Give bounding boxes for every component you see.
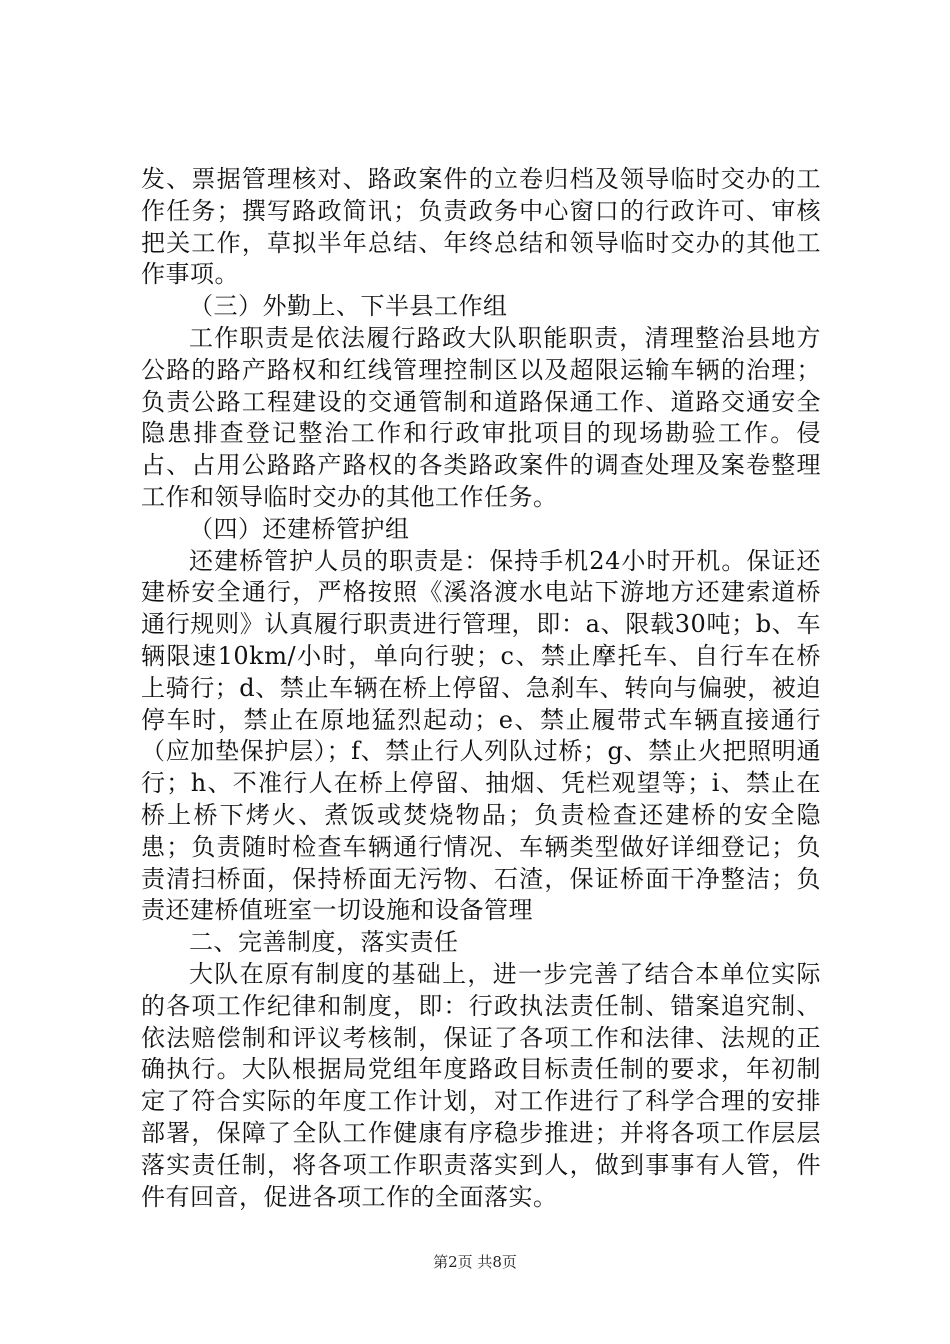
- paragraph-rules: 大队在原有制度的基础上，进一步完善了结合本单位实际的各项工作纪律和制度，即：行政执法责任制、错案追究制、依法赔偿制和评议考核制，保证了各项工作和法律、法规的正确执行。大队根据局党组年度路政目标责任制的要求，年初制定了符合实际的年度工作计划，对工作进行了科学合理的安排部署，保障了全队工作健康有序稳步推进；并将各项工作层层落实责任制，将各项工作职责落实到人，做到事事有人管，件件有回音，促进各项工作的全面落实。: [141, 959, 821, 1211]
- paragraph-field-team-duties: 工作职责是依法履行路政大队职能职责，清理整治县地方公路的路产路权和红线管理控制区以及超限运输车辆的治理；负责公路工程建设的交通管制和道路保通工作、道路交通安全隐患排查登记整治工作和行政审批项目的现场勘验工作。侵占、占用公路路产路权的各类路政案件的调查处理及案卷整理工作和领导临时交办的其他工作任务。: [141, 323, 821, 511]
- page-number-footer: 第2页 共8页: [433, 1253, 517, 1271]
- paragraph-continuation: 发、票据管理核对、路政案件的立卷归档及领导临时交办的工作任务；撰写路政简讯；负责政务中心窗口的行政许可、审核把关工作，草拟半年总结、年终总结和领导临时交办的其他工作事项。: [141, 165, 821, 289]
- section-heading-field-team: （三）外勤上、下半县工作组: [189, 292, 508, 321]
- section-heading-bridge-team: （四）还建桥管护组: [189, 514, 410, 543]
- document-body: [141, 164, 821, 1213]
- paragraph-bridge-team-duties: 还建桥管护人员的职责是：保持手机24小时开机。保证还建桥安全通行，严格按照《溪洛渡水电站下游地方还建索道桥通行规则》认真履行职责进行管理，即：a、限载30吨；b、车辆限速10km/小时，单向行驶；c、禁止摩托车、自行车在桥上骑行；d、禁止车辆在桥上停留、急刹车、转向与偏驶，被迫停车时，禁止在原地猛烈起动；e、禁止履带式车辆直接通行（应加垫保护层）；f、禁止行人列队过桥；g、禁止火把照明通行；h、不准行人在桥上停留、抽烟、凭栏观望等；i、禁止在桥上桥下烤火、煮饭或焚烧物品；负责检查还建桥的安全隐患；负责随时检查车辆通行情况、车辆类型做好详细登记；负责清扫桥面，保持桥面无污物、石渣，保证桥面干净整洁；负责还建桥值班室一切设施和设备管理: [141, 546, 821, 925]
- section-heading-rules: 二、完善制度，落实责任: [189, 928, 459, 957]
